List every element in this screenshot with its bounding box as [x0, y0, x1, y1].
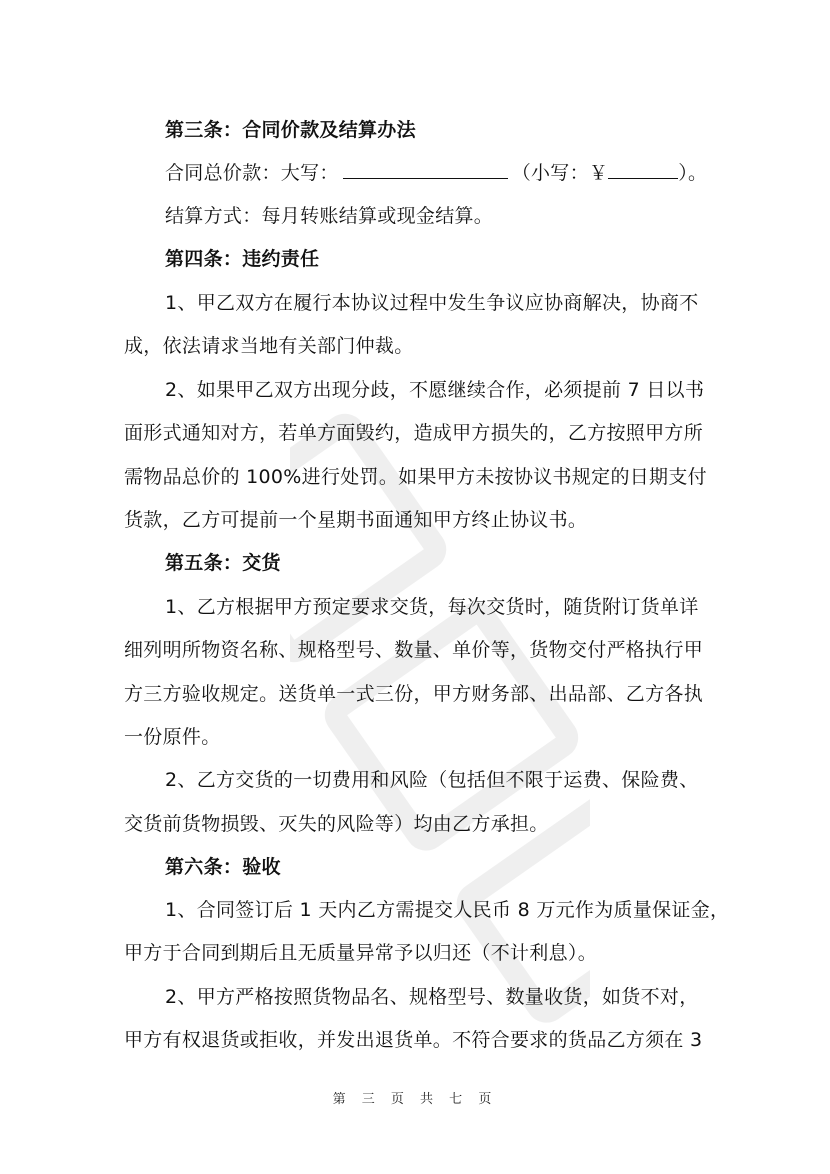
s5-paragraph-1-line: 一份原件。 [124, 726, 221, 748]
s6-paragraph-2-line: 2、甲方严格按照货物品名、规格型号、数量收货，如货不对， [165, 986, 699, 1008]
section-5-title: 第五条：交货 [165, 552, 281, 574]
page-number-footer: 第 三 页 共 七 页 [332, 1092, 498, 1107]
s6-paragraph-1-line: 1、合同签订后 1 天内乙方需提交人民币 8 万元作为质量保证金， [165, 899, 730, 921]
price-uppercase-blank [343, 160, 508, 179]
s4-paragraph-2-line: 货款，乙方可提前一个星期书面通知甲方终止协议书。 [124, 509, 588, 531]
section-3-title: 第三条：合同价款及结算办法 [165, 119, 416, 141]
price-suffix: ）。 [678, 162, 708, 184]
price-prefix: 合同总价款：大写： [165, 162, 339, 184]
settlement-method: 结算方式：每月转账结算或现金结算。 [165, 205, 494, 227]
section-6-title: 第六条：验收 [165, 856, 281, 878]
s5-paragraph-2-line: 2、乙方交货的一切费用和风险（包括但不限于运费、保险费、 [165, 769, 699, 791]
contract-price-line [0, 160, 830, 186]
s4-paragraph-2-line: 需物品总价的 100%进行处罚。如果甲方未按协议书规定的日期支付 [124, 466, 707, 488]
section-4-title: 第四条：违约责任 [165, 248, 320, 270]
s5-paragraph-1-line: 1、乙方根据甲方预定要求交货，每次交货时，随货附订货单详 [165, 596, 699, 618]
s4-paragraph-2-line: 面形式通知对方，若单方面毁约，造成甲方损失的，乙方按照甲方所 [124, 422, 704, 444]
price-lowercase-blank [608, 160, 678, 179]
price-middle: （小写：￥ [511, 162, 609, 184]
s6-paragraph-2-line: 甲方有权退货或拒收，并发出退货单。不符合要求的货品乙方须在 3 [124, 1029, 703, 1051]
s5-paragraph-1-line: 方三方验收规定。送货单一式三份，甲方财务部、出品部、乙方各执 [124, 683, 704, 705]
s5-paragraph-1-line: 细列明所物资名称、规格型号、数量、单价等，货物交付严格执行甲 [124, 639, 704, 661]
s4-paragraph-1-line: 1、甲乙双方在履行本协议过程中发生争议应协商解决，协商不 [165, 292, 699, 314]
s4-paragraph-2-line: 2、如果甲乙双方出现分歧，不愿继续合作，必须提前 7 日以书 [165, 379, 705, 401]
s4-paragraph-1-line: 成，依法请求当地有关部门仲裁。 [124, 335, 414, 357]
s5-paragraph-2-line: 交货前货物损毁、灭失的风险等）均由乙方承担。 [124, 813, 549, 835]
s6-paragraph-1-line: 甲方于合同到期后且无质量异常予以归还（不计利息）。 [124, 942, 598, 964]
